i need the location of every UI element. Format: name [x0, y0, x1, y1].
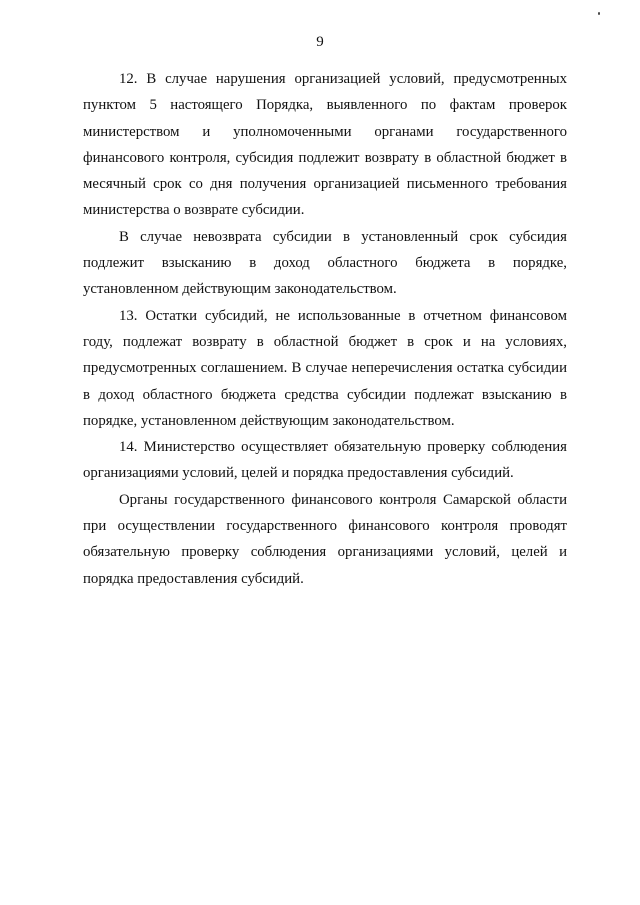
page-number: 9: [316, 34, 324, 50]
paragraph-12: 12. В случае нарушения организацией условий, предусмотренных пунктом 5 настоящего Порядка, выявленного по фактам проверок министерством и уполномоченными органами государственного финансового контроля, субсидия подлежит возврату в областной бюджет в месячный срок со дня получения организацией письменного требования министерства о возврате субсидии.: [83, 71, 567, 219]
paragraph-13: 13. Остатки субсидий, не использованные в отчетном финансовом году, подлежат возврату в областной бюджет в срок и на условиях, предусмотренных соглашением. В случае неперечисления остатка субсидии в доход областного бюджета средства субсидии подлежат взысканию в порядке, установленном действующим законодательством.: [83, 307, 567, 429]
scan-speck: [598, 12, 600, 15]
paragraph-12-continuation: В случае невозврата субсидии в установленный срок субсидия подлежит взысканию в доход областного бюджета в порядке, установленном действующим законодательством.: [83, 228, 567, 298]
paragraph-14-continuation: Органы государственного финансового контроля Самарской области при осуществлении государственного финансового контроля проводят обязательную проверку соблюдения организациями условий, целей и порядка предоставления субсидий.: [83, 491, 567, 587]
paragraph-14: 14. Министерство осуществляет обязательную проверку соблюдения организациями условий, целей и порядка предоставления субсидий.: [83, 439, 567, 482]
document-body: [83, 66, 567, 592]
